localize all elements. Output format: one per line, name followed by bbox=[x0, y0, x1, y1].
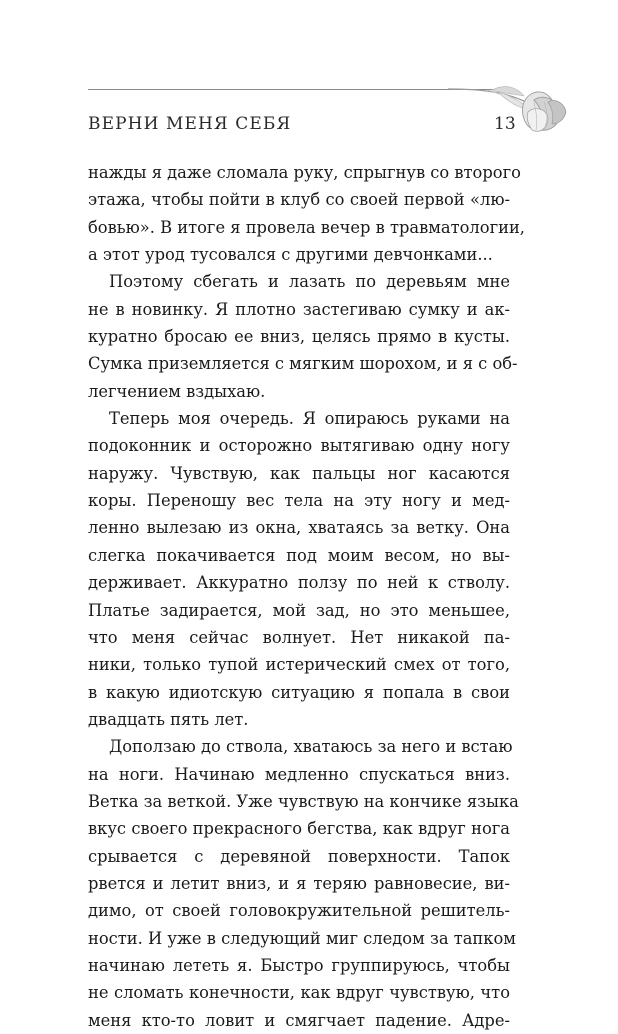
text-line: ленно вылезаю из окна, хватаясь за ветку. Она bbox=[88, 518, 510, 538]
text-line: ники, только тупой истерический смех от того, bbox=[88, 655, 510, 675]
text-line: срывается с деревяной поверхности. Тапок bbox=[88, 846, 510, 866]
text-line: Теперь моя очередь. Я опираюсь руками на bbox=[109, 409, 510, 429]
text-line: не в новинку. Я плотно застегиваю сумку и ак- bbox=[88, 299, 510, 319]
text-line: слегка покачивается под моим весом, но вы- bbox=[88, 545, 510, 565]
text-line: начинаю лететь я. Быстро группируюсь, чтобы bbox=[88, 955, 510, 975]
text-line: наружу. Чувствую, как пальцы ног касаются bbox=[88, 463, 510, 483]
text-line: этажа, чтобы пойти в клуб со своей первой «лю- bbox=[88, 190, 510, 210]
text-line: не сломать конечности, как вдруг чувствую, что bbox=[88, 983, 510, 1003]
text-line: на ноги. Начинаю медленно спускаться вниз. bbox=[88, 764, 510, 784]
text-line: куратно бросаю ее вниз, целясь прямо в кусты. bbox=[88, 327, 510, 347]
text-line: нажды я даже сломала руку, спрыгнув со второго bbox=[88, 163, 521, 182]
page-number: 13 bbox=[494, 114, 516, 134]
text-line: Сумка приземляется с мягким шорохом, и я с об- bbox=[88, 354, 518, 374]
text-line: что меня сейчас волнует. Нет никакой па- bbox=[88, 627, 510, 647]
text-line: в какую идиотскую ситуацию я попала в свои bbox=[88, 682, 510, 702]
text-line: коры. Переношу вес тела на эту ногу и мед- bbox=[88, 491, 510, 511]
text-line: легчением вздыхаю. bbox=[88, 381, 266, 401]
body-text bbox=[88, 159, 525, 1034]
text-line: Доползаю до ствола, хватаюсь за него и встаю bbox=[109, 737, 513, 757]
text-line: Поэтому сбегать и лазать по деревьям мне bbox=[109, 272, 510, 292]
text-line: подоконник и осторожно вытягиваю одну ногу bbox=[88, 436, 510, 456]
text-line: вкус своего прекрасного бегства, как вдруг нога bbox=[88, 819, 510, 839]
text-line: а этот урод тусовался с другими девчонками... bbox=[88, 245, 493, 265]
text-line: бовью». В итоге я провела вечер в травматологии, bbox=[88, 217, 525, 237]
text-line: Платье задирается, мой зад, но это меньшее, bbox=[88, 600, 510, 620]
text-line: меня кто-то ловит и смягчает падение. Адре- bbox=[88, 1010, 510, 1030]
text-line: двадцать пять лет. bbox=[88, 709, 249, 729]
header-rule bbox=[88, 89, 508, 90]
text-line: держивает. Аккуратно ползу по ней к стволу. bbox=[88, 573, 510, 593]
text-line: рвется и летит вниз, и я теряю равновесие, ви- bbox=[88, 873, 510, 893]
running-title: ВЕРНИ МЕНЯ СЕБЯ bbox=[88, 114, 292, 134]
text-line: Ветка за веткой. Уже чувствую на кончике языка bbox=[88, 791, 519, 811]
text-line: ности. И уже в следующий миг следом за тапком bbox=[88, 928, 516, 948]
text-line: димо, от своей головокружительной решитель- bbox=[88, 901, 510, 921]
